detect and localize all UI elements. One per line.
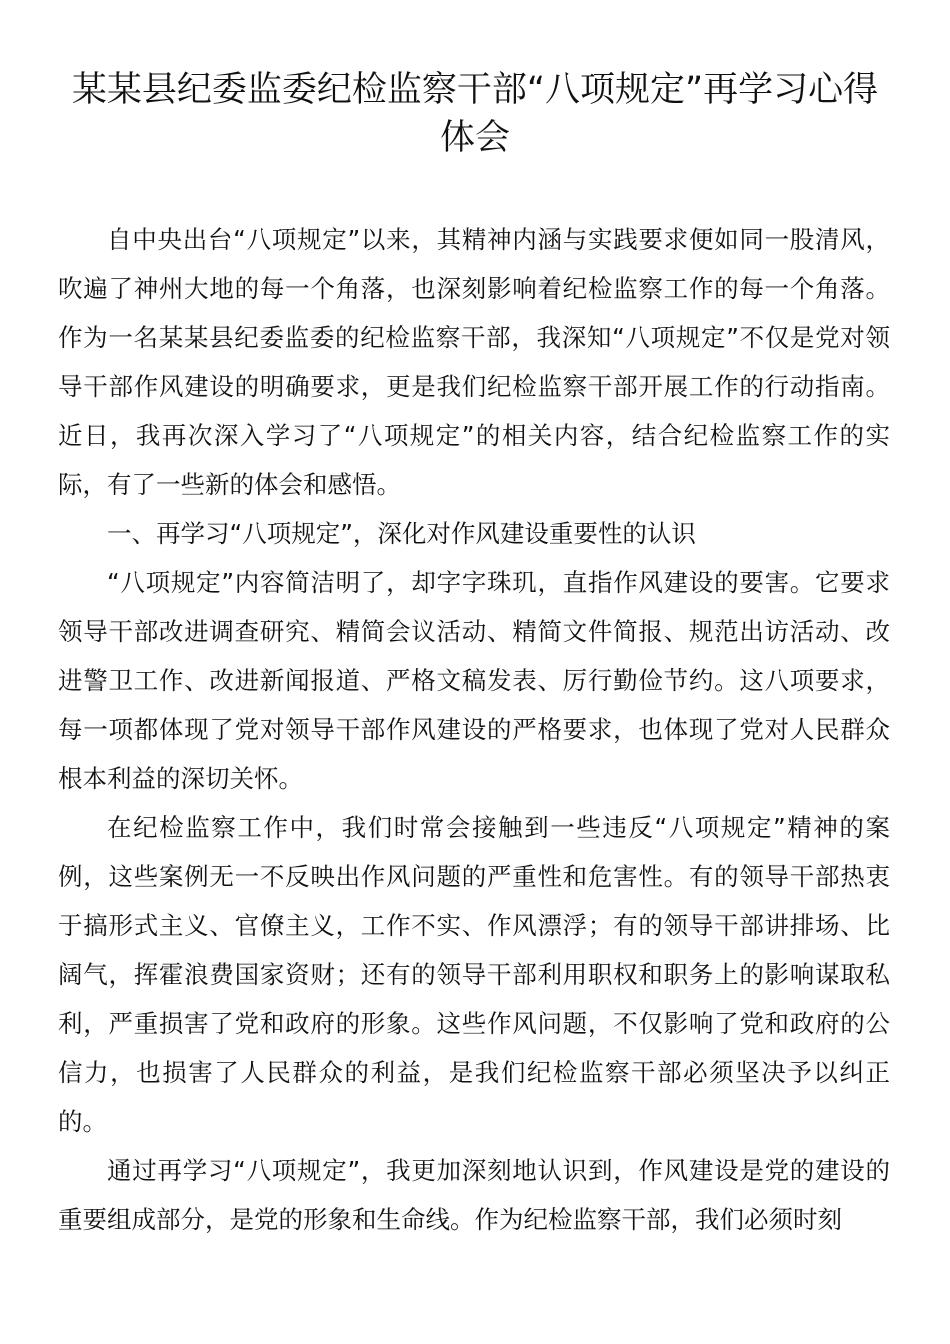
document-body bbox=[58, 215, 890, 1244]
paragraph-eight-rules: “八项规定”内容简洁明了，却字字珠玑，直指作风建设的要害。它要求领导干部改进调查研究、精简会议活动、精简文件简报、规范出访活动、改进警卫工作、改进新闻报道、严格文稿发表、厉行勤俭节约。这八项要求，每一项都体现了党对领导干部作风建设的严格要求，也体现了党对人民群众根本利益的深切关怀。 bbox=[58, 568, 890, 793]
paragraph-cases: 在纪检监察工作中，我们时常会接触到一些违反“八项规定”精神的案例，这些案例无一不反映出作风问题的严重性和危害性。有的领导干部热衷于搞形式主义、官僚主义，工作不实、作风漂浮；有的领导干部讲排场、比阔气，挥霍浪费国家资财；还有的领导干部利用职权和职务上的影响谋取私利，严重损害了党和政府的形象。这些作风问题，不仅影响了党和政府的公信力，也损害了人民群众的利益，是我们纪检监察干部必须坚决予以纠正的。 bbox=[58, 813, 890, 1136]
paragraph-conclusion: 通过再学习“八项规定”，我更加深刻地认识到，作风建设是党的建设的重要组成部分，是党的形象和生命线。作为纪检监察干部，我们必须时刻 bbox=[58, 1156, 890, 1234]
document-title: 某某县纪委监委纪检监察干部“八项规定”再学习心得体会 bbox=[71, 70, 879, 158]
section-heading-1: 一、再学习“八项规定”，深化对作风建设重要性的认识 bbox=[107, 519, 696, 548]
paragraph-intro: 自中央出台“八项规定”以来，其精神内涵与实践要求便如同一股清风，吹遍了神州大地的每一个角落，也深刻影响着纪检监察工作的每一个角落。作为一名某某县纪委监委的纪检监察干部，我深知“八项规定”不仅是党对领导干部作风建设的明确要求，更是我们纪检监察干部开展工作的行动指南。近日，我再次深入学习了“八项规定”的相关内容，结合纪检监察工作的实际，有了一些新的体会和感悟。 bbox=[58, 225, 890, 499]
